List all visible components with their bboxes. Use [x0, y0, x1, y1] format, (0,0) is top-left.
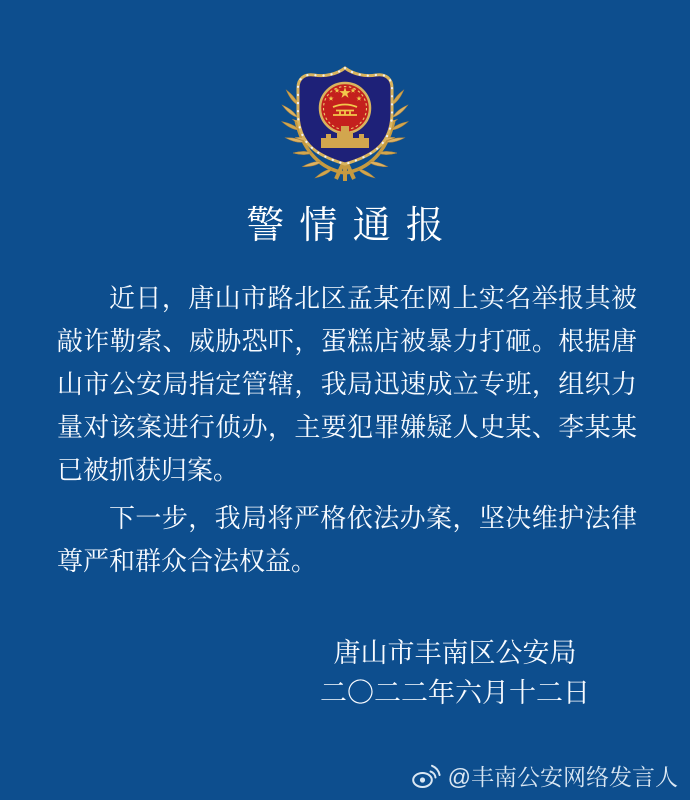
- notice-body: [0, 277, 690, 583]
- notice-title: 警情通报: [246, 205, 459, 247]
- body-line: 尊严和群众合法权益。: [57, 546, 318, 576]
- body-line: 下一步，我局将严格依法办案，坚决维护法律: [109, 503, 637, 533]
- police-badge-icon: [275, 52, 415, 184]
- body-line: 量对该案进行侦办，主要犯罪嫌疑人史某、李某某: [57, 412, 637, 442]
- body-line: 近日，唐山市路北区孟某在网上实名举报其被: [109, 283, 637, 313]
- body-line: 敲诈勒索、威胁恐吓，蛋糕店被暴力打砸。根据唐: [57, 326, 637, 356]
- watermark-handle: @丰南公安网络发言人: [447, 764, 678, 790]
- national-emblem: [320, 83, 370, 133]
- signature-block: [320, 633, 590, 713]
- body-line: 已被抓获归案。: [57, 455, 240, 485]
- police-emblem: [0, 0, 690, 184]
- weibo-icon: [411, 763, 441, 789]
- paragraph-2: [57, 497, 637, 583]
- body-line: 山市公安局指定管辖，我局迅速成立专班，组织力: [57, 369, 637, 399]
- paragraph-1: [57, 277, 637, 492]
- watermark: [411, 759, 678, 792]
- issuer-name: 唐山市丰南区公安局: [333, 638, 577, 668]
- issue-date: 二〇二二年六月十二日: [320, 678, 590, 708]
